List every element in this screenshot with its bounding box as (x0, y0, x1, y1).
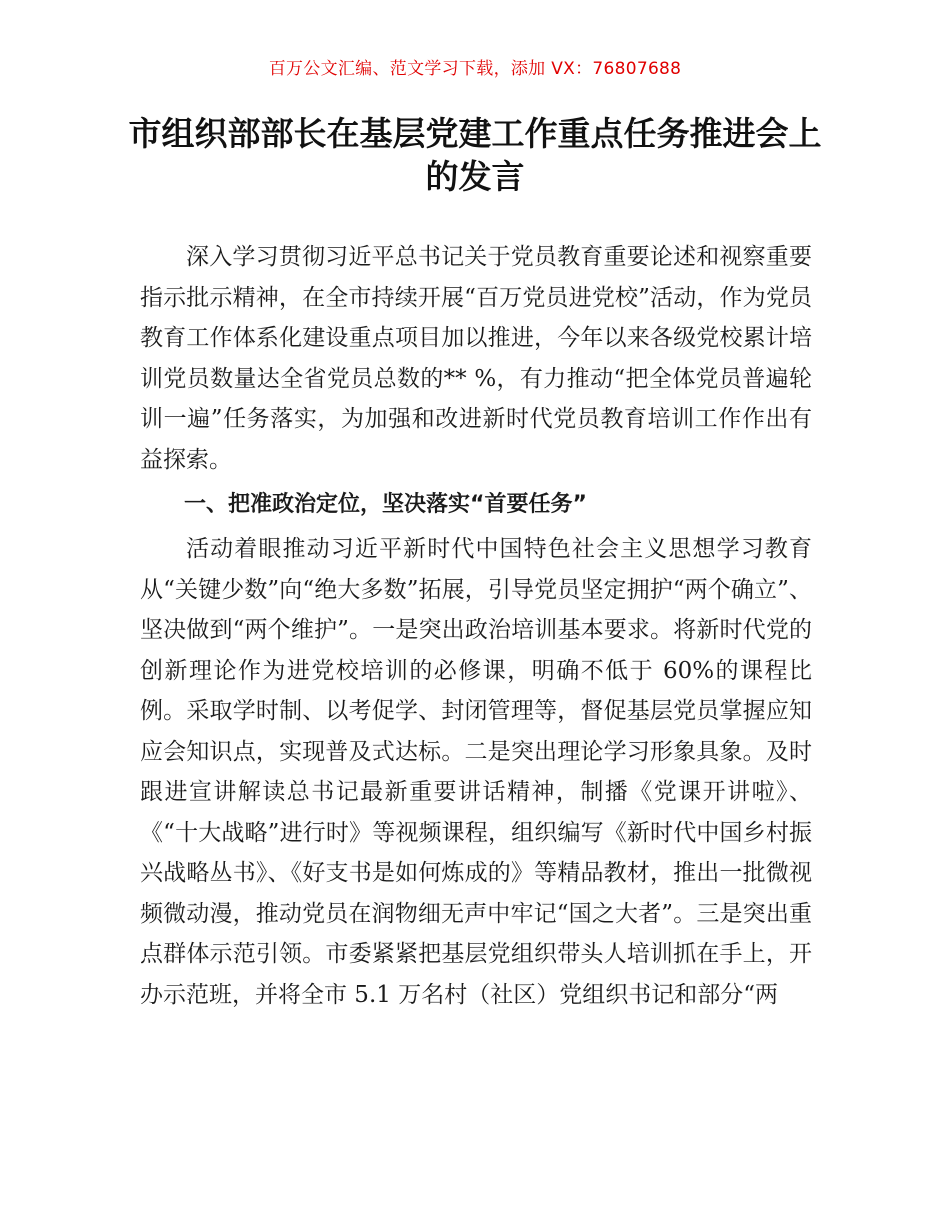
document-title: 市组织部部长在基层党建工作重点任务推进会上的发言 (128, 114, 822, 196)
header-note: 百万公文汇编、范文学习下载，添加 VX：76807688 (268, 59, 682, 79)
intro-paragraph: 深入学习贯彻习近平总书记关于党员教育重要论述和视察重要指示批示精神，在全市持续开展“百万党员进党校”活动，作为党员教育工作体系化建设重点项目加以推进，今年以来各级党校累计培训党员数量达全省党员总数的** %，有力推动“把全体党员普遍轮训一遍”任务落实，为加强和改进新时代党员教育培训工作作出有益探索。 (140, 244, 812, 473)
section-heading: 一、把准政治定位，坚决落实“首要任务” (184, 492, 587, 517)
document-body (140, 237, 812, 1015)
section-paragraph: 活动着眼推动习近平新时代中国特色社会主义思想学习教育从“关键少数”向“绝大多数”拓展，引导党员坚定拥护“两个确立”、坚决做到“两个维护”。一是突出政治培训基本要求。将新时代党的创新理论作为进党校培训的必修课，明确不低于 60%的课程比例。采取学时制、以考促学、封闭管理等，督促基层党员掌握应知应会知识点，实现普及式达标。二是突出理论学习形象具象。及时跟进宣讲解读总书记最新重要讲话精神，制播《党课开讲啦》、《“十大战略”进行时》等视频课程，组织编写《新时代中国乡村振兴战略丛书》、《好支书是如何炼成的》等精品教材，推出一批微视频微动漫，推动党员在润物细无声中牢记“国之大者”。三是突出重点群体示范引领。市委紧紧把基层党组织带头人培训抓在手上，开办示范班，并将全市 5.1 万名村（社区）党组织书记和部分“两 (140, 536, 812, 1008)
